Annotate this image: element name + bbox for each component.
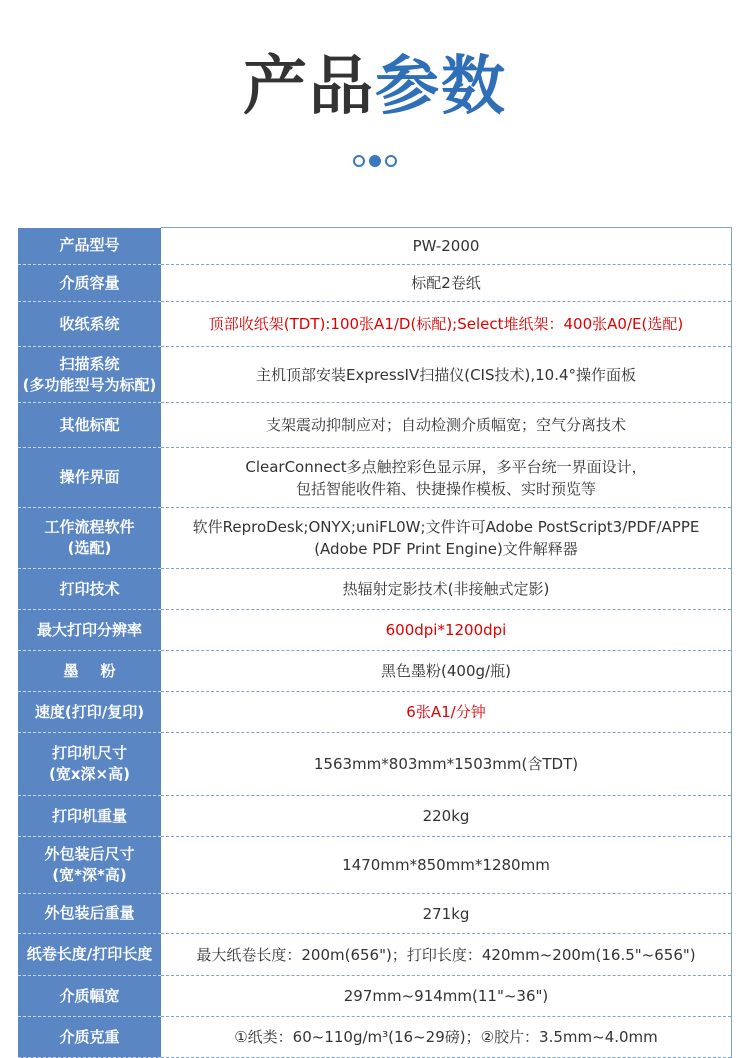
row-label: 纸卷长度/打印长度 (18, 934, 161, 976)
row-value: 1470mm*850mm*1280mm (161, 837, 732, 894)
row-value: 顶部收纸架(TDT):100张A1/D(标配);Select堆纸架：400张A0/E(选配) (161, 302, 732, 347)
row-label: 介质容量 (18, 265, 161, 302)
title-part-accent: 参数 (375, 50, 507, 124)
row-label: 工作流程软件 (选配) (18, 508, 161, 569)
row-value: 1563mm*803mm*1503mm(含TDT) (161, 733, 732, 796)
row-value: 297mm~914mm(11"~36") (161, 976, 732, 1017)
table-row (18, 228, 732, 265)
row-label: 介质幅宽 (18, 976, 161, 1017)
row-value: 主机顶部安装ExpressIV扫描仪(CIS技术),10.4°操作面板 (161, 347, 732, 403)
row-value: 标配2卷纸 (161, 265, 732, 302)
dot-filled-icon (369, 155, 381, 167)
row-value: 支架震动抑制应对；自动检测介质幅宽；空气分离技术 (161, 403, 732, 448)
row-label: 介质克重 (18, 1017, 161, 1058)
row-label: 打印机重量 (18, 796, 161, 837)
table-row (18, 976, 732, 1017)
row-value: 黑色墨粉(400g/瓶) (161, 651, 732, 692)
table-row (18, 692, 732, 733)
row-value: 软件ReproDesk;ONYX;uniFL0W;文件许可Adobe PostScript3/PDF/APPE (Adobe PDF Print Engine)文件解释器 (161, 508, 732, 569)
row-value: 6张A1/分钟 (161, 692, 732, 733)
row-value: PW-2000 (161, 228, 732, 265)
dot-icon (353, 155, 365, 167)
table-row (18, 508, 732, 569)
row-label: 打印技术 (18, 569, 161, 610)
title-part-dark: 产品 (243, 50, 375, 124)
spec-table (18, 227, 732, 1058)
row-value: 600dpi*1200dpi (161, 610, 732, 651)
table-row (18, 837, 732, 894)
table-row (18, 569, 732, 610)
table-row (18, 265, 732, 302)
dot-icon (385, 155, 397, 167)
row-value: ClearConnect多点触控彩色显示屏，多平台统一界面设计， 包括智能收件箱、快捷操作模板、实时预览等 (161, 448, 732, 508)
row-value: ①纸类：60~110g/m³(16~29磅)；②胶片：3.5mm~4.0mm (161, 1017, 732, 1058)
table-row (18, 894, 732, 934)
row-label: 最大打印分辨率 (18, 610, 161, 651)
row-label: 外包装后尺寸 (宽*深*高) (18, 837, 161, 894)
row-label: 产品型号 (18, 228, 161, 265)
table-row (18, 796, 732, 837)
row-label: 墨粉 (18, 651, 161, 692)
row-label: 其他标配 (18, 403, 161, 448)
row-label: 速度(打印/复印) (18, 692, 161, 733)
table-row (18, 347, 732, 403)
row-value: 最大纸卷长度：200m(656")；打印长度：420mm~200m(16.5"~656") (161, 934, 732, 976)
decorative-dots (0, 153, 750, 169)
row-label: 外包装后重量 (18, 894, 161, 934)
row-label: 打印机尺寸 (宽x深×高) (18, 733, 161, 796)
row-label: 扫描系统 (多功能型号为标配) (18, 347, 161, 403)
table-row (18, 403, 732, 448)
table-row (18, 448, 732, 508)
table-row (18, 651, 732, 692)
table-row (18, 733, 732, 796)
row-value: 271kg (161, 894, 732, 934)
table-row (18, 610, 732, 651)
row-value: 热辐射定影技术(非接触式定影) (161, 569, 732, 610)
table-row (18, 302, 732, 347)
row-label: 收纸系统 (18, 302, 161, 347)
table-row (18, 1017, 732, 1058)
row-value: 220kg (161, 796, 732, 837)
row-label: 操作界面 (18, 448, 161, 508)
table-row (18, 934, 732, 976)
page-title (0, 48, 750, 126)
